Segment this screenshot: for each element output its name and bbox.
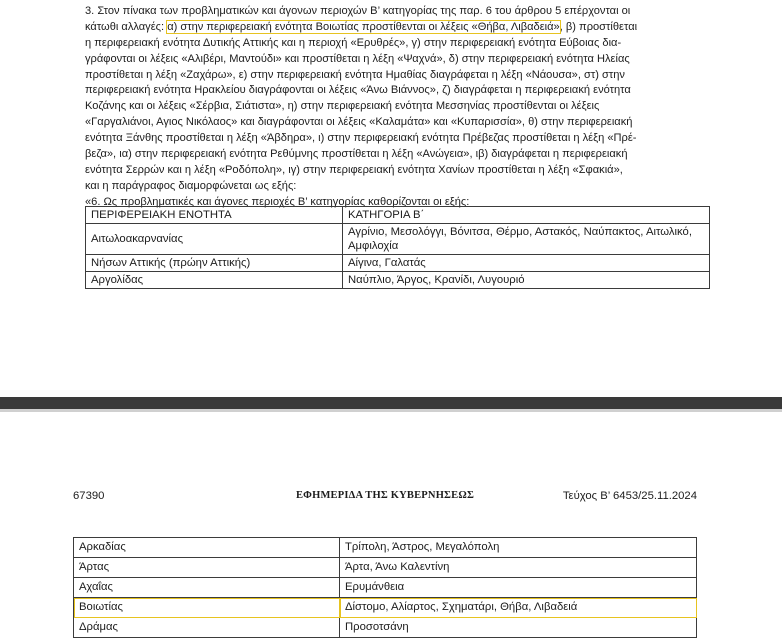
table-row-highlighted xyxy=(74,598,697,618)
areas-cell: Αγρίνιο, Μεσολόγγι, Βόνιτσα, Θέρμο, Αστακός, Ναύπακτος, Αιτωλικό, Αμφιλοχία xyxy=(343,224,710,255)
unit-cell: Αχαΐας xyxy=(74,578,340,598)
paragraph-line: Κοζάνης και οι λέξεις «Σέρβια, Σιάτιστα», η) στην περιφερειακή ενότητα Μεσσηνίας προστίθενται οι λέξεις xyxy=(85,100,600,113)
highlighted-text: α) στην περιφερειακή ενότητα Βοιωτίας προστίθενται οι λέξεις «Θήβα, Λιβαδειά» xyxy=(167,20,560,33)
header-cell-category: ΚΑΤΗΓΟΡΙΑ Β΄ xyxy=(343,207,710,224)
table-row xyxy=(74,578,697,598)
page-separator xyxy=(0,397,782,409)
journal-title: ΕΦΗΜΕΡΙΔΑ ΤΗΣ ΚΥΒΕΡΝΗΣΕΩΣ xyxy=(295,490,475,501)
table-header-row xyxy=(86,207,710,224)
areas-cell: Ερυμάνθεια xyxy=(340,578,697,598)
unit-cell: Αιτωλοακαρνανίας xyxy=(86,224,343,255)
paragraph-line: «6. Ως προβληματικές και άγονες περιοχές Β’ κατηγορίας καθορίζονται οι εξής: xyxy=(85,195,470,208)
areas-cell: Προσοτσάνη xyxy=(340,618,697,638)
areas-cell: Ναύπλιο, Άργος, Κρανίδι, Λυγουριό xyxy=(343,272,710,289)
unit-cell: Αρκαδίας xyxy=(74,538,340,558)
areas-cell: Άρτα, Άνω Καλεντίνη xyxy=(340,558,697,578)
line-prefix: κάτωθι αλλαγές: xyxy=(85,20,168,33)
unit-cell: Αργολίδας xyxy=(86,272,343,289)
header-cell-unit: ΠΕΡΙΦΕΡΕΙΑΚΗ ΕΝΟΤΗΤΑ xyxy=(86,207,343,224)
paragraph-line: ενότητα Ξάνθης προστίθεται η λέξη «Άβδηρα», ι) στην περιφερειακή ενότητα Πρέβεζας προστίθεται η λέξη «Πρέ- xyxy=(85,132,637,145)
areas-cell: Τρίπολη, Άστρος, Μεγαλόπολη xyxy=(340,538,697,558)
unit-cell: Άρτας xyxy=(74,558,340,578)
page-number: 67390 xyxy=(73,490,105,502)
table-row xyxy=(86,272,710,289)
table-row xyxy=(74,558,697,578)
issue-info: Τεύχος Β’ 6453/25.11.2024 xyxy=(562,490,697,502)
paragraph-line: η περιφερειακή ενότητα Δυτικής Αττικής και η περιοχή «Ερυθρές», γ) στην περιφερειακή ενότητα Εύβοιας δια- xyxy=(85,36,622,49)
paragraph-line: 3. Στον πίνακα των προβληματικών και άγονων περιοχών Β’ κατηγορίας της παρ. 6 του άρθρου 5 επέρχονται οι xyxy=(85,5,631,17)
paragraph-line: προστίθεται η λέξη «Ζαχάρω», ε) στην περιφερειακή ενότητα Ημαθίας διαγράφεται η λέξη «Νάουσα», στ) στην xyxy=(85,68,625,81)
unit-cell: Νήσων Αττικής (πρώην Αττικής) xyxy=(86,255,343,272)
areas-cell: Δίστομο, Αλίαρτος, Σχηματάρι, Θήβα, Λιβαδειά xyxy=(340,598,697,618)
areas-cell: Αίγινα, Γαλατάς xyxy=(343,255,710,272)
unit-cell: Βοιωτίας xyxy=(74,598,340,618)
category-b-table-continued xyxy=(73,537,697,638)
table-row xyxy=(74,538,697,558)
line-suffix: , β) προστίθεται xyxy=(559,20,638,33)
amendment-paragraph xyxy=(85,4,709,211)
table-row xyxy=(74,618,697,638)
paragraph-line: «Γαργαλιάνοι, Αγιος Νικόλαος» και διαγράφονται οι λέξεις «Καλαμάτα» και «Κυπαρισσία», θ) στην περιφερειακή xyxy=(85,116,633,129)
paragraph-line: και η παράγραφος διαμορφώνεται ως εξής: xyxy=(85,179,297,192)
paragraph-line: γράφονται οι λέξεις «Αλιβέρι, Μαντούδι» και προστίθεται η λέξη «Ψαχνά», δ) στην περιφερειακή ενότητα Ηλείας xyxy=(85,52,630,65)
paragraph-line: περιφερειακή ενότητα Ηρακλείου διαγράφονται οι λέξεις «Άνω Βιάννος», ζ) διαγράφεται η περιφερειακή ενότητα xyxy=(85,84,631,97)
paragraph-line-highlighted xyxy=(85,20,709,36)
category-b-table xyxy=(85,206,710,289)
unit-cell: Δράμας xyxy=(74,618,340,638)
table-row xyxy=(86,224,710,255)
paragraph-line: ενότητα Σερρών και η λέξη «Ροδόπολη», ιγ) στην περιφερειακή ενότητα Χανίων προστίθεται η λέξη «Σφακιά», xyxy=(85,163,623,176)
table-row xyxy=(86,255,710,272)
paragraph-line: βεζα», ια) στην περιφερειακή ενότητα Ρεθύμνης προστίθεται η λέξη «Ανώγεια», ιβ) διαγράφεται η περιφερειακή xyxy=(85,148,628,161)
page-header xyxy=(73,490,697,508)
